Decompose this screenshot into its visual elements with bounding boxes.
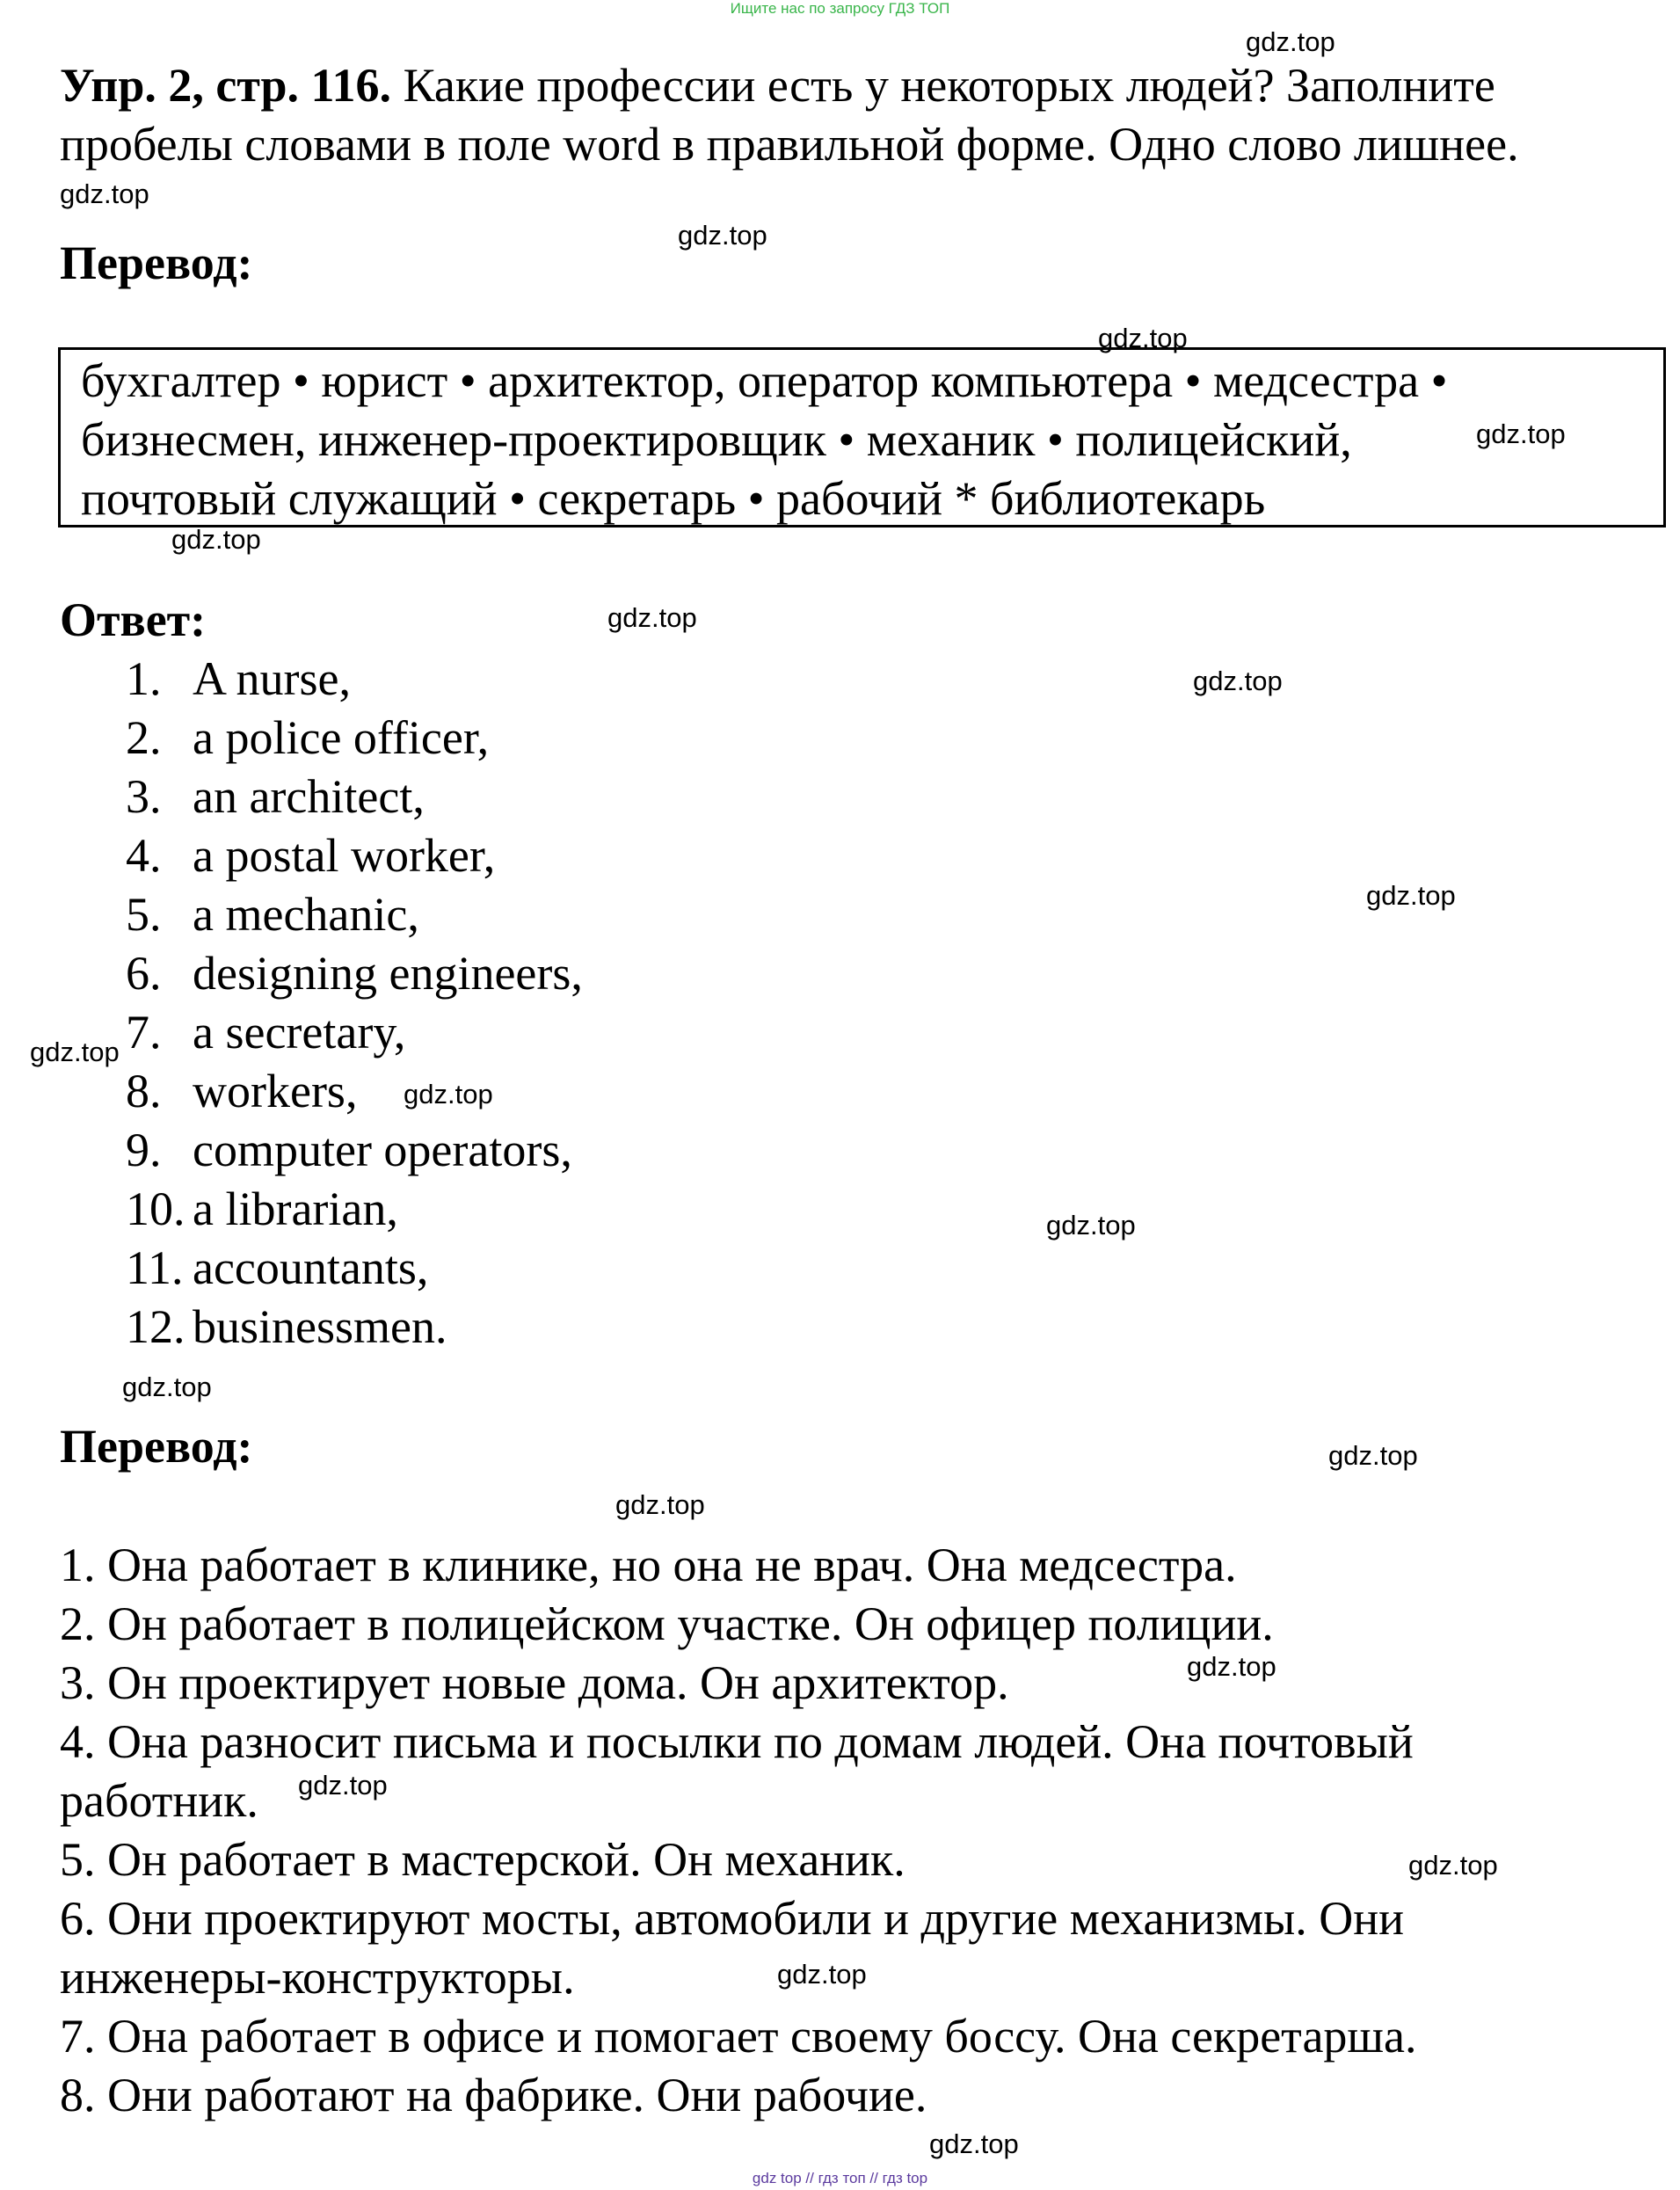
answer-text: a librarian, [193,1182,398,1235]
word-box-line: почтовый служащий • секретарь • рабочий * библиотекарь [81,472,1266,525]
watermark: gdz.top [615,1489,705,1520]
translation-line: работник. [60,1774,258,1827]
answer-number: 6. [126,947,162,1000]
answer-text: A nurse, [193,652,351,705]
word-box-line: бухгалтер • юрист • архитектор, оператор компьютера • медсестра • [81,354,1448,407]
answer-text: designing engineers, [193,947,583,1000]
answer-item [126,1064,357,1118]
watermark: gdz.top [122,1371,212,1402]
watermark: gdz.top [1476,418,1566,449]
watermark: gdz.top [929,2128,1019,2159]
translation-line: 8. Они работают на фабрике. Они рабочие. [60,2069,927,2121]
watermark: gdz.top [171,524,261,555]
watermark: gdz.top [607,602,697,633]
translation-line: 3. Он проектирует новые дома. Он архитектор. [60,1656,1009,1709]
answer-number: 9. [126,1124,162,1176]
translation-line: 4. Она разносит письма и посылки по домам людей. Она почтовый [60,1715,1414,1768]
translation-line: 5. Он работает в мастерской. Он механик. [60,1833,905,1886]
answer-item [126,1123,572,1177]
answer-number: 8. [126,1065,162,1117]
answer-number: 5. [126,888,162,941]
heading-answer: Ответ: [60,593,207,646]
translation-line: 6. Они проектируют мосты, автомобили и другие механизмы. Они [60,1892,1405,1945]
translation-line: инженеры-конструкторы. [60,1951,575,2004]
task-statement-line-1 [60,56,1495,115]
answer-item [126,1182,398,1236]
watermark: gdz.top [1187,1651,1276,1682]
watermark: gdz.top [1193,666,1283,696]
answer-item [126,946,583,1000]
answer-text: accountants, [193,1241,429,1294]
answer-number: 11. [126,1241,184,1294]
word-box-line: бизнесмен, инженер-проектировщик • механик • полицейский, [81,413,1352,466]
answer-text: an architect, [193,770,425,823]
answer-number: 3. [126,770,162,823]
answer-number: 4. [126,829,162,882]
watermark: gdz.top [1098,323,1188,353]
watermark: gdz.top [1408,1850,1498,1881]
watermark: gdz.top [1046,1210,1136,1241]
answer-text: businessmen. [193,1300,447,1353]
top-banner: Ищите нас по запросу ГДЗ ТОП [730,0,950,17]
task-statement-line-2: пробелы словами в поле word в правильной форме. Одно слово лишнее. [60,118,1519,171]
answer-number: 7. [126,1006,162,1059]
answer-text: a postal worker, [193,829,496,882]
answer-number: 10. [126,1182,185,1235]
heading-translation-1: Перевод: [60,236,253,289]
watermark: gdz.top [404,1079,493,1110]
answer-text: a secretary, [193,1006,406,1059]
translation-line: 1. Она работает в клинике, но она не врач. Она медсестра. [60,1539,1237,1591]
watermark: gdz.top [678,220,767,251]
answer-item [126,769,425,824]
answer-text: workers, [193,1065,358,1117]
answer-item [126,887,419,942]
answer-text: a police officer, [193,711,490,764]
answer-text: a mechanic, [193,888,419,941]
answer-number: 12. [126,1300,185,1353]
answer-text: computer operators, [193,1124,572,1176]
watermark: gdz.top [1366,880,1456,911]
answer-item [126,1005,405,1059]
answer-item [126,1241,428,1295]
translation-line: 2. Он работает в полицейском участке. Он офицер полиции. [60,1597,1274,1650]
answer-number: 1. [126,652,162,705]
watermark: gdz.top [30,1037,120,1067]
watermark: gdz.top [60,178,149,209]
watermark: gdz.top [1328,1440,1418,1471]
heading-translation-2: Перевод: [60,1420,253,1473]
task-text-1: Какие профессии есть у некоторых людей? Заполните [391,59,1495,112]
watermark: gdz.top [777,1959,867,1990]
watermark: gdz.top [1246,26,1335,57]
task-label: Упр. 2, стр. 116. [60,59,392,112]
bottom-banner: gdz top // гдз топ // гдз top [752,2170,928,2186]
answer-item [126,651,351,706]
watermark: gdz.top [298,1770,388,1801]
answer-item [126,710,489,765]
answer-item [126,828,495,883]
answer-number: 2. [126,711,162,764]
translation-line: 7. Она работает в офисе и помогает своему боссу. Она секретарша. [60,2010,1417,2063]
answer-item [126,1299,447,1354]
